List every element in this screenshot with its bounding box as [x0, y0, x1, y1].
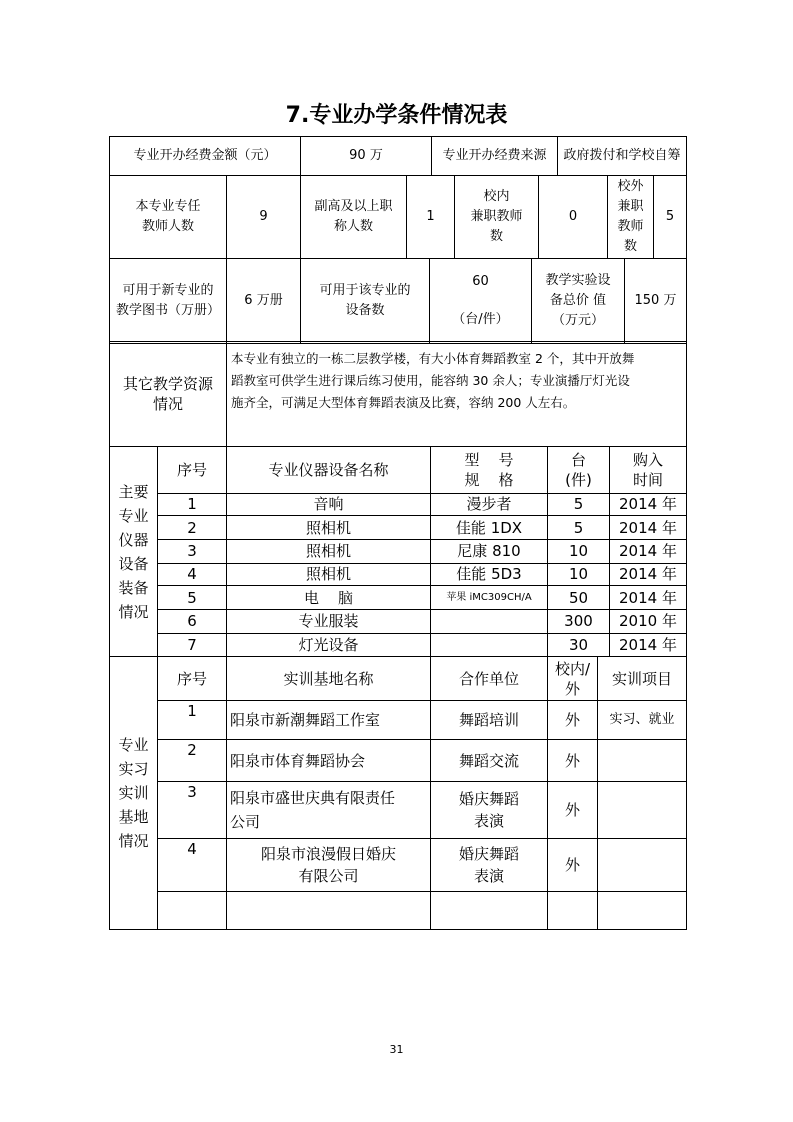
equipment-section-label: [110, 447, 158, 657]
training-partner-line-1: 婚庆舞蹈: [458, 845, 519, 863]
equipment-label-line: 专业: [118, 506, 149, 525]
equipment-row-qty: 10: [548, 563, 610, 585]
model-header-line-2: 规 格: [464, 470, 514, 489]
training-row-project: [598, 782, 687, 839]
equipment-label-line: 仪器: [118, 530, 149, 549]
external-parttime-value: 5: [654, 176, 687, 259]
training-header-name: 实训基地名称: [227, 657, 431, 701]
equipment-row-name: 灯光设备: [227, 633, 431, 656]
training-row-index: 3: [158, 782, 227, 839]
training-label-line: 专业: [118, 736, 149, 754]
external-label-line-3: 教师: [617, 219, 644, 234]
equipment-value-value: 150 万: [625, 259, 687, 344]
training-label-line: 实训: [118, 784, 149, 802]
date-header-line-1: 购入: [632, 450, 663, 469]
equipment-row-date: 2014 年: [610, 515, 687, 539]
equipment-row-name: 照相机: [227, 515, 431, 539]
internal-label-line-3: 数: [489, 229, 503, 244]
training-name-line-2: 有限公司: [298, 867, 359, 885]
equipment-row-model: 苹果 iMC309CH/A: [431, 585, 548, 609]
funding-amount-label: 专业开办经费金额（元）: [110, 137, 301, 176]
internal-parttime-label: [455, 176, 539, 259]
other-resources-table: [109, 341, 687, 447]
equipment-row-model: [431, 610, 548, 633]
training-row-index: 4: [158, 839, 227, 892]
equipment-row-index: 7: [158, 633, 227, 656]
equipment-row-qty: 50: [548, 585, 610, 609]
training-row-index: 1: [158, 701, 227, 740]
external-parttime-label: [608, 176, 654, 259]
equipment-row-name: 电 脑: [227, 585, 431, 609]
training-row-project: [598, 740, 687, 782]
training-partner-line-1: 婚庆舞蹈: [458, 790, 519, 808]
funding-table: [109, 136, 687, 176]
date-header-line-2: 时间: [632, 470, 663, 489]
description-line-1: 本专业有独立的一栋二层教学楼，有大小体育舞蹈教室 2 个，其中开放舞: [231, 351, 635, 366]
equipment-label-line: 主要: [118, 482, 149, 501]
equipment-row-name: 专业服装: [227, 610, 431, 633]
value-label-line-1: 教学实验设: [545, 273, 611, 288]
training-table: [109, 656, 687, 930]
equipment-row-model: 佳能 5D3: [431, 563, 548, 585]
page-title: 7.专业办学条件情况表: [285, 103, 508, 128]
training-row-partner: [431, 839, 548, 892]
equipment-row-date: 2014 年: [610, 540, 687, 563]
equipment-header-date: [610, 447, 687, 494]
equipment-header-model: [431, 447, 548, 494]
equipment-label-line: 设备: [118, 554, 149, 573]
training-name-line-2: 公司: [230, 813, 261, 831]
training-row-location: 外: [548, 782, 598, 839]
training-row-partner: [431, 782, 548, 839]
other-resources-label: [110, 342, 227, 447]
training-name-line-1: 阳泉市体育舞蹈协会: [230, 751, 366, 770]
equipment-count-number: 60: [472, 274, 489, 289]
equipment-row-model: 尼康 810: [431, 540, 548, 563]
training-row-name: [227, 782, 431, 839]
equipment-row-date: 2014 年: [610, 563, 687, 585]
equipment-value-label: [532, 259, 625, 344]
training-row-project: 实习、就业: [598, 701, 687, 740]
training-label-line: 情况: [118, 832, 149, 850]
fulltime-teachers-value: 9: [227, 176, 301, 259]
equipment-table: [109, 446, 687, 657]
training-name-line-1: 阳泉市盛世庆典有限责任: [230, 789, 396, 807]
equipment-label-line: 装备: [118, 578, 149, 597]
fulltime-label-line-1: 本专业专任: [135, 199, 201, 214]
funding-amount-value: 90 万: [301, 137, 432, 176]
equipment-row-model: 漫步者: [431, 493, 548, 515]
resources-table: [109, 258, 687, 344]
training-header-partner: 合作单位: [431, 657, 548, 701]
training-label-line: 基地: [118, 808, 149, 826]
training-row-project-empty: [598, 892, 687, 930]
training-label-line: 实习: [118, 760, 149, 778]
equipment-row-name: 照相机: [227, 540, 431, 563]
training-name-line-1: 阳泉市新潮舞蹈工作室: [230, 711, 381, 729]
model-header-line-1: 型 号: [464, 450, 514, 469]
page-number: 31: [389, 1043, 404, 1056]
training-row-partner: [431, 740, 548, 782]
training-header-location: [548, 657, 598, 701]
equipment-row-index: 3: [158, 540, 227, 563]
equipment-label-line-1: 可用于该专业的: [319, 283, 411, 298]
equipment-row-model: 佳能 1DX: [431, 515, 548, 539]
equipment-row-qty: 300: [548, 610, 610, 633]
training-row-partner-empty: [431, 892, 548, 930]
equipment-count-label: [301, 259, 430, 344]
equipment-row-date: 2014 年: [610, 633, 687, 656]
equipment-header-index: 序号: [158, 447, 227, 494]
qty-header-line-1: 台: [570, 450, 586, 469]
equipment-row-date: 2014 年: [610, 585, 687, 609]
training-header-index: 序号: [158, 657, 227, 701]
training-row-location-empty: [548, 892, 598, 930]
senior-label-line-1: 副高及以上职: [314, 199, 393, 214]
external-label-line-2: 兼职: [617, 199, 644, 214]
senior-title-label: [301, 176, 407, 259]
training-partner-line-1: 舞蹈交流: [458, 751, 519, 770]
training-row-location: 外: [548, 839, 598, 892]
equipment-header-qty: [548, 447, 610, 494]
fulltime-teachers-label: [110, 176, 227, 259]
funding-source-value: 政府拨付和学校自筹: [558, 137, 687, 176]
qty-header-line-2: (件): [565, 470, 592, 489]
training-partner-line-1: 舞蹈培训: [458, 711, 519, 729]
funding-source-label: 专业开办经费来源: [432, 137, 558, 176]
training-row-project: [598, 839, 687, 892]
equipment-count-value: [430, 259, 532, 344]
other-resources-description: [227, 342, 687, 447]
equipment-row-model: [431, 633, 548, 656]
training-row-name: [227, 740, 431, 782]
training-row-location: 外: [548, 740, 598, 782]
equipment-count-unit: （台/件）: [452, 312, 509, 327]
equipment-header-name: 专业仪器设备名称: [227, 447, 431, 494]
external-label-line-1: 校外: [617, 179, 644, 194]
equipment-row-qty: 30: [548, 633, 610, 656]
equipment-row-qty: 10: [548, 540, 610, 563]
equipment-row-index: 6: [158, 610, 227, 633]
books-label-line-2: 教学图书（万册）: [115, 303, 220, 318]
internal-label-line-1: 校内: [483, 189, 510, 204]
training-row-partner: [431, 701, 548, 740]
books-label-line-1: 可用于新专业的: [122, 283, 214, 298]
training-row-location: 外: [548, 701, 598, 740]
equipment-row-qty: 5: [548, 515, 610, 539]
equipment-row-index: 4: [158, 563, 227, 585]
equipment-row-date: 2014 年: [610, 493, 687, 515]
training-row-name: [227, 701, 431, 740]
other-label-line-2: 情况: [152, 395, 183, 413]
equipment-row-qty: 5: [548, 493, 610, 515]
training-partner-line-2: 表演: [473, 867, 504, 885]
senior-label-line-2: 称人数: [333, 219, 373, 234]
external-label-line-4: 数: [623, 239, 637, 254]
teachers-table: [109, 175, 687, 259]
location-header-line-2: 外: [564, 679, 580, 698]
training-row-name: [227, 839, 431, 892]
equipment-row-name: 照相机: [227, 563, 431, 585]
books-label: [110, 259, 227, 344]
equipment-row-index: 2: [158, 515, 227, 539]
equipment-row-index: 5: [158, 585, 227, 609]
senior-title-value: 1: [407, 176, 455, 259]
equipment-row-index: 1: [158, 493, 227, 515]
training-section-label: [110, 657, 158, 930]
value-label-line-2: 备总价 值: [549, 293, 607, 308]
other-label-line-1: 其它教学资源: [122, 375, 213, 393]
books-value: 6 万册: [227, 259, 301, 344]
value-label-line-3: （万元）: [551, 313, 604, 328]
internal-label-line-2: 兼职教师: [470, 209, 523, 224]
equipment-label-line: 情况: [118, 602, 149, 621]
training-row-index-empty: [158, 892, 227, 930]
equipment-row-name: 音响: [227, 493, 431, 515]
training-row-name-empty: [227, 892, 431, 930]
internal-parttime-value: 0: [539, 176, 608, 259]
training-name-line-1: 阳泉市浪漫假日婚庆: [260, 845, 396, 863]
equipment-row-date: 2010 年: [610, 610, 687, 633]
training-row-index: 2: [158, 740, 227, 782]
fulltime-label-line-2: 教师人数: [141, 219, 194, 234]
description-line-3: 施齐全，可满足大型体育舞蹈表演及比赛，容纳 200 人左右。: [231, 395, 576, 410]
equipment-label-line-2: 设备数: [345, 303, 385, 318]
training-partner-line-2: 表演: [473, 812, 504, 830]
training-header-project: 实训项目: [598, 657, 687, 701]
location-header-line-1: 校内/: [554, 659, 591, 678]
description-line-2: 蹈教室可供学生进行课后练习使用，能容纳 30 余人；专业演播厅灯光设: [231, 373, 630, 388]
